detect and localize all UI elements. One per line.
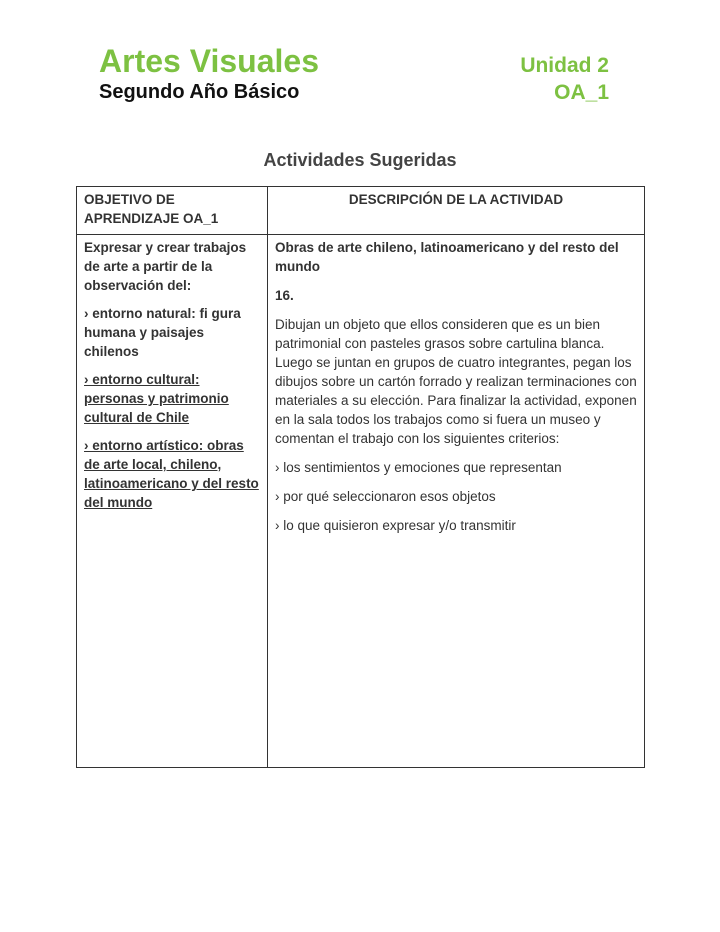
activity-description: Dibujan un objeto que ellos consideren que es un bien patrimonial con pasteles grasos sobre cartulina blanca. Luego se juntan en grupos de cuatro integrantes, pegan los dibujos sobre un cartón forrado y realizan terminaciones con materiales a su elección. Para finalizar la actividad, exponen en la sala todos los trabajos como si fuera un museo y comentan el trabajo con los siguientes criterios: (275, 317, 637, 446)
objective-intro: Expresar y crear trabajos de arte a partir de la observación del: (84, 240, 247, 293)
criteria-item: › los sentimientos y emociones que representan (275, 460, 562, 475)
activity-title: Obras de arte chileno, latinoamericano y del resto del mundo (275, 240, 619, 274)
activity-table (76, 186, 645, 768)
criteria-item: › por qué seleccionaron esos objetos (275, 489, 496, 504)
table-row (77, 235, 645, 768)
objective-item-natural: › entorno natural: fi gura humana y paisajes chilenos (84, 306, 241, 359)
subject-title: Artes Visuales (99, 43, 319, 79)
oa-label: OA_1 (554, 81, 609, 104)
grade-subtitle: Segundo Año Básico (99, 81, 300, 103)
unit-label: Unidad 2 (520, 54, 609, 77)
description-header: DESCRIPCIÓN DE LA ACTIVIDAD (268, 187, 645, 235)
objective-cell (77, 235, 268, 768)
activity-number: 16. (275, 288, 294, 303)
objective-item-artistic: › entorno artístico: obras de arte local, chileno, latinoamericano y del resto del mundo (84, 438, 259, 510)
description-cell (268, 235, 645, 768)
objective-item-cultural: › entorno cultural: personas y patrimonio cultural de Chile (84, 372, 229, 425)
criteria-item: › lo que quisieron expresar y/o transmitir (275, 518, 516, 533)
objective-header: OBJETIVO DE APRENDIZAJE OA_1 (77, 187, 268, 235)
table-header-row (77, 187, 645, 235)
section-title: Actividades Sugeridas (263, 150, 457, 170)
